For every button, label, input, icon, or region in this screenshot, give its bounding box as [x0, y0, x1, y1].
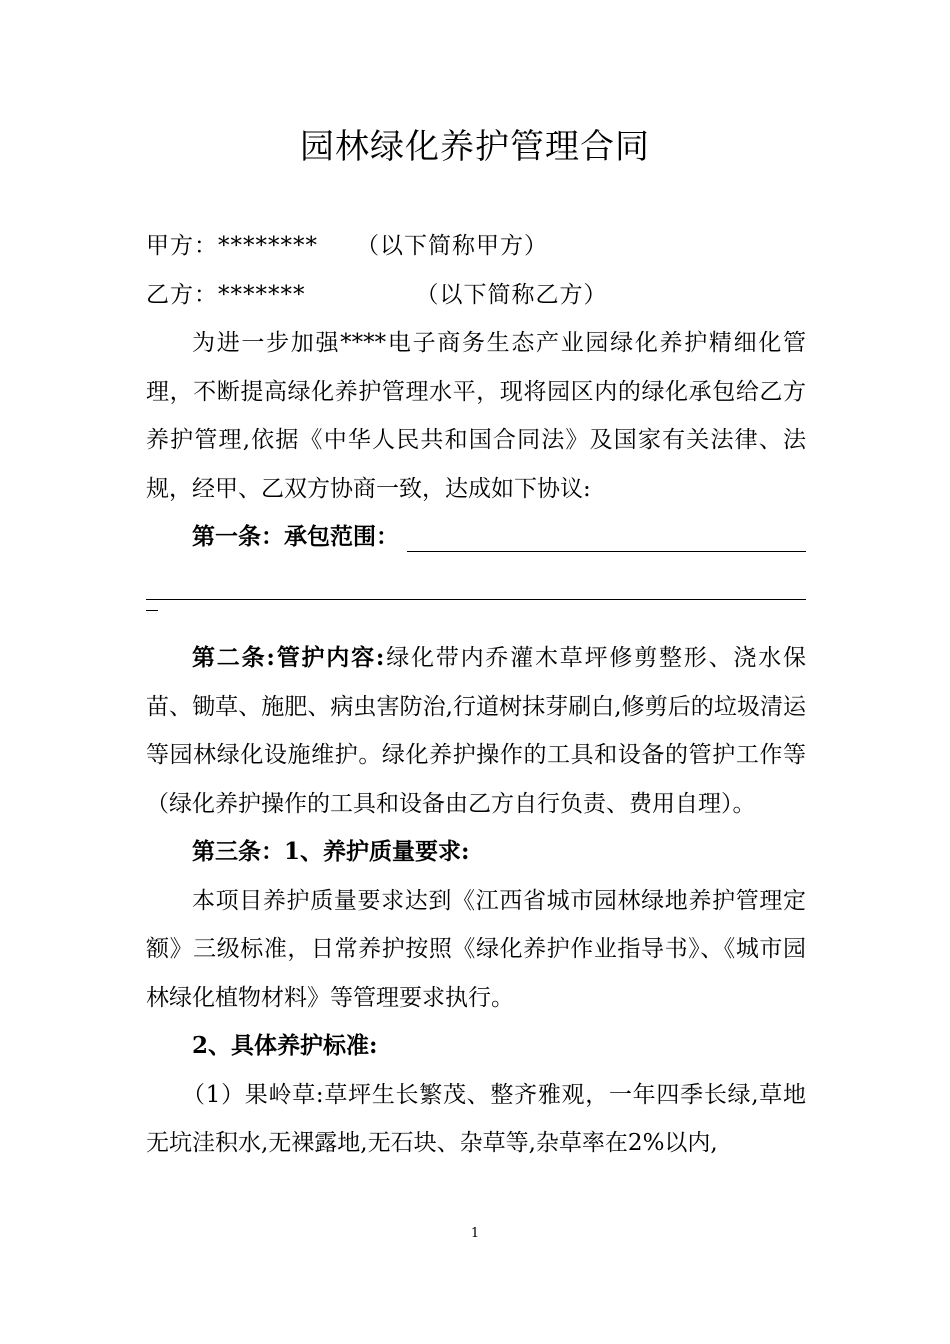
article2-heading: 第二条:管护内容: — [192, 644, 385, 671]
party-a-name: ******** — [218, 233, 318, 259]
article3-paragraph: 本项目养护质量要求达到《江西省城市园林绿地养护管理定额》三级标准，日常养护按照《绿化养护作业指导书》、《城市园林绿化植物材料》等管理要求执行。 — [146, 887, 806, 1011]
preamble-paragraph: 为进一步加强****电子商务生态产业园绿化养护精细化管理，不断提高绿化养护管理水平，现将园区内的绿化承包给乙方养护管理,依据《中华人民共和国合同法》及国家有关法律、法规，经甲、乙双方协商一致，达成如下协议: — [146, 330, 806, 502]
party-b-note: （以下简称乙方） — [415, 281, 608, 308]
page-number: 1 — [470, 1226, 480, 1241]
party-a-line — [146, 222, 806, 271]
article3-sub2-heading: 2、具体养护标准: — [192, 1032, 378, 1059]
article3-heading: 第三条：1、养护质量要求: — [192, 838, 470, 865]
party-a-label: 甲方： — [146, 233, 218, 259]
article1-blank-stub — [146, 610, 806, 634]
article3-item1: （1）果岭草:草坪生长繁茂、整齐雅观，一年四季长绿,草地无坑洼积水,无裸露地,无石块、杂草等,杂草率在2%以内, — [146, 1081, 806, 1156]
document-title: 园林绿化养护管理合同 — [300, 127, 650, 167]
article1-heading: 第一条：承包范围： — [192, 523, 399, 550]
document-body — [146, 222, 806, 1168]
article1-blank-line — [146, 562, 806, 611]
party-b-line — [146, 271, 806, 320]
article1-blank-underline — [407, 550, 806, 552]
party-b-label: 乙方： — [146, 281, 218, 308]
party-b-name: ******* — [218, 281, 306, 308]
article2-text: 绿化带内乔灌木草坪修剪整形、浇水保苗、锄草、施肥、病虫害防治,行道树抹芽刷白,修剪后的垃圾清运等园林绿化设施维护。绿化养护操作的工具和设备的管护工作等（绿化养护操作的工具和设备由乙方自行负责、费用自理）。 — [146, 645, 807, 817]
article1-line — [146, 513, 806, 562]
party-a-note: （以下简称甲方） — [356, 233, 548, 259]
article2-paragraph — [146, 634, 806, 828]
